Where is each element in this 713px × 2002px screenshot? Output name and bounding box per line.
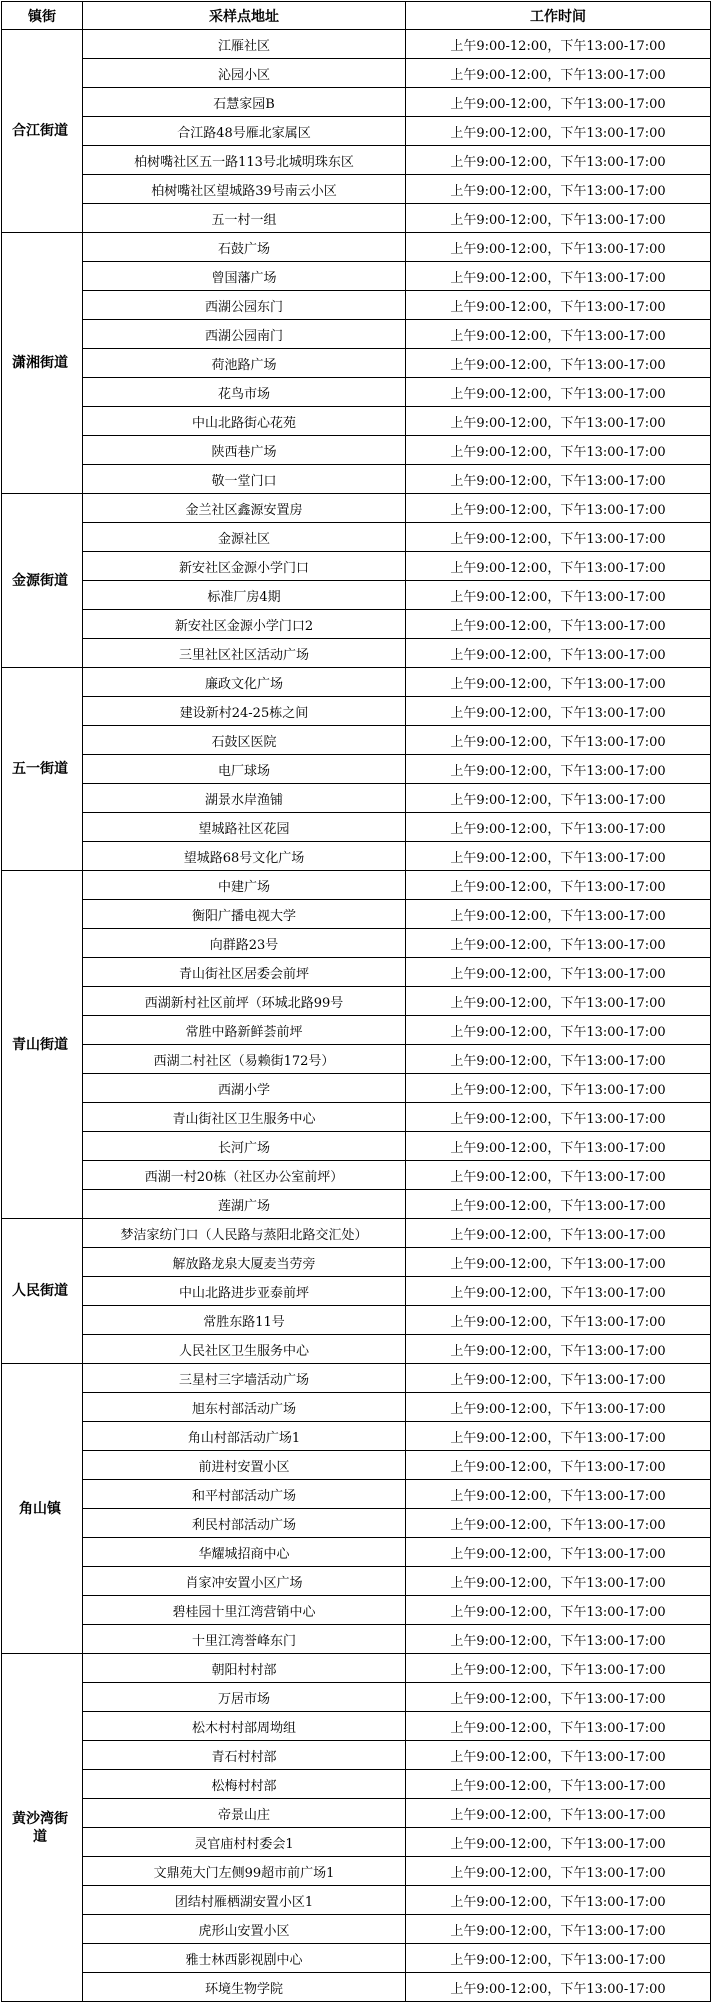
table-row [2, 1683, 711, 1712]
site-cell: 和平村部活动广场 [83, 1480, 406, 1509]
hours-cell: 上午9:00-12:00，下午13:00-17:00 [406, 1480, 711, 1509]
sampling-sites-table [1, 1, 711, 2002]
site-cell: 十里江湾誉峰东门 [83, 1625, 406, 1654]
table-row [2, 842, 711, 871]
hours-cell: 上午9:00-12:00，下午13:00-17:00 [406, 639, 711, 668]
site-cell: 荷池路广场 [83, 349, 406, 378]
table-row [2, 320, 711, 349]
header-town: 镇街 [2, 2, 83, 30]
hours-cell: 上午9:00-12:00，下午13:00-17:00 [406, 1451, 711, 1480]
hours-cell: 上午9:00-12:00，下午13:00-17:00 [406, 204, 711, 233]
hours-cell: 上午9:00-12:00，下午13:00-17:00 [406, 320, 711, 349]
hours-cell: 上午9:00-12:00，下午13:00-17:00 [406, 1306, 711, 1335]
site-cell: 帝景山庄 [83, 1799, 406, 1828]
site-cell: 朝阳村村部 [83, 1654, 406, 1683]
table-row [2, 1741, 711, 1770]
site-cell: 石鼓区医院 [83, 726, 406, 755]
hours-cell: 上午9:00-12:00，下午13:00-17:00 [406, 929, 711, 958]
hours-cell: 上午9:00-12:00，下午13:00-17:00 [406, 1161, 711, 1190]
hours-cell: 上午9:00-12:00，下午13:00-17:00 [406, 1973, 711, 2002]
table-row [2, 494, 711, 523]
table-row [2, 30, 711, 59]
table-row [2, 1538, 711, 1567]
hours-cell: 上午9:00-12:00，下午13:00-17:00 [406, 465, 711, 494]
site-cell: 五一村一组 [83, 204, 406, 233]
table-row [2, 581, 711, 610]
site-cell: 西湖一村20栋（社区办公室前坪） [83, 1161, 406, 1190]
hours-cell: 上午9:00-12:00，下午13:00-17:00 [406, 494, 711, 523]
table-row [2, 987, 711, 1016]
hours-cell: 上午9:00-12:00，下午13:00-17:00 [406, 784, 711, 813]
town-cell: 人民街道 [2, 1219, 83, 1364]
hours-cell: 上午9:00-12:00，下午13:00-17:00 [406, 1770, 711, 1799]
table-row [2, 1103, 711, 1132]
town-cell: 潇湘街道 [2, 233, 83, 494]
site-cell: 西湖公园东门 [83, 291, 406, 320]
hours-cell: 上午9:00-12:00，下午13:00-17:00 [406, 1132, 711, 1161]
site-cell: 向群路23号 [83, 929, 406, 958]
site-cell: 青山街社区卫生服务中心 [83, 1103, 406, 1132]
site-cell: 西湖小学 [83, 1074, 406, 1103]
site-cell: 西湖公园南门 [83, 320, 406, 349]
hours-cell: 上午9:00-12:00，下午13:00-17:00 [406, 1277, 711, 1306]
hours-cell: 上午9:00-12:00，下午13:00-17:00 [406, 1016, 711, 1045]
hours-cell: 上午9:00-12:00，下午13:00-17:00 [406, 726, 711, 755]
hours-cell: 上午9:00-12:00，下午13:00-17:00 [406, 1509, 711, 1538]
site-cell: 旭东村部活动广场 [83, 1393, 406, 1422]
hours-cell: 上午9:00-12:00，下午13:00-17:00 [406, 291, 711, 320]
table-row [2, 929, 711, 958]
hours-cell: 上午9:00-12:00，下午13:00-17:00 [406, 523, 711, 552]
table-row [2, 1451, 711, 1480]
site-cell: 西湖新村社区前坪（环城北路99号 [83, 987, 406, 1016]
table-row [2, 1016, 711, 1045]
table-row [2, 697, 711, 726]
site-cell: 合江路48号雁北家属区 [83, 117, 406, 146]
table-row [2, 1335, 711, 1364]
table-row [2, 1393, 711, 1422]
table-row [2, 146, 711, 175]
site-cell: 松木村村部周坳组 [83, 1712, 406, 1741]
site-cell: 华耀城招商中心 [83, 1538, 406, 1567]
hours-cell: 上午9:00-12:00，下午13:00-17:00 [406, 610, 711, 639]
table-row [2, 668, 711, 697]
hours-cell: 上午9:00-12:00，下午13:00-17:00 [406, 1915, 711, 1944]
hours-cell: 上午9:00-12:00，下午13:00-17:00 [406, 1190, 711, 1219]
header-site: 采样点地址 [83, 2, 406, 30]
table-row [2, 1944, 711, 1973]
hours-cell: 上午9:00-12:00，下午13:00-17:00 [406, 813, 711, 842]
site-cell: 湖景水岸渔铺 [83, 784, 406, 813]
table-row [2, 465, 711, 494]
site-cell: 中建广场 [83, 871, 406, 900]
table-row [2, 378, 711, 407]
site-cell: 敬一堂门口 [83, 465, 406, 494]
hours-cell: 上午9:00-12:00，下午13:00-17:00 [406, 1567, 711, 1596]
table-body [2, 30, 711, 2002]
site-cell: 常胜中路新鲜荟前坪 [83, 1016, 406, 1045]
hours-cell: 上午9:00-12:00，下午13:00-17:00 [406, 1857, 711, 1886]
hours-cell: 上午9:00-12:00，下午13:00-17:00 [406, 407, 711, 436]
hours-cell: 上午9:00-12:00，下午13:00-17:00 [406, 1799, 711, 1828]
hours-cell: 上午9:00-12:00，下午13:00-17:00 [406, 233, 711, 262]
hours-cell: 上午9:00-12:00，下午13:00-17:00 [406, 1364, 711, 1393]
table-row [2, 1277, 711, 1306]
table-row [2, 1770, 711, 1799]
site-cell: 长河广场 [83, 1132, 406, 1161]
hours-cell: 上午9:00-12:00，下午13:00-17:00 [406, 88, 711, 117]
hours-cell: 上午9:00-12:00，下午13:00-17:00 [406, 1219, 711, 1248]
table-row [2, 204, 711, 233]
site-cell: 中山北路街心花苑 [83, 407, 406, 436]
table-row [2, 262, 711, 291]
table-row [2, 755, 711, 784]
hours-cell: 上午9:00-12:00，下午13:00-17:00 [406, 59, 711, 88]
table-row [2, 1799, 711, 1828]
hours-cell: 上午9:00-12:00，下午13:00-17:00 [406, 1625, 711, 1654]
hours-cell: 上午9:00-12:00，下午13:00-17:00 [406, 146, 711, 175]
site-cell: 江雁社区 [83, 30, 406, 59]
table-row [2, 436, 711, 465]
table-row [2, 1219, 711, 1248]
site-cell: 新安社区金源小学门口2 [83, 610, 406, 639]
table-row [2, 552, 711, 581]
site-cell: 金兰社区鑫源安置房 [83, 494, 406, 523]
table-row [2, 639, 711, 668]
site-cell: 石慧家园B [83, 88, 406, 117]
table-row [2, 175, 711, 204]
hours-cell: 上午9:00-12:00，下午13:00-17:00 [406, 436, 711, 465]
hours-cell: 上午9:00-12:00，下午13:00-17:00 [406, 755, 711, 784]
site-cell: 花鸟市场 [83, 378, 406, 407]
table-row [2, 1625, 711, 1654]
table-row [2, 871, 711, 900]
site-cell: 常胜东路11号 [83, 1306, 406, 1335]
table-row [2, 291, 711, 320]
site-cell: 肖家冲安置小区广场 [83, 1567, 406, 1596]
town-cell: 五一街道 [2, 668, 83, 871]
site-cell: 解放路龙泉大厦麦当劳旁 [83, 1248, 406, 1277]
site-cell: 利民村部活动广场 [83, 1509, 406, 1538]
site-cell: 青山街社区居委会前坪 [83, 958, 406, 987]
site-cell: 中山北路进步亚泰前坪 [83, 1277, 406, 1306]
hours-cell: 上午9:00-12:00，下午13:00-17:00 [406, 1335, 711, 1364]
hours-cell: 上午9:00-12:00，下午13:00-17:00 [406, 30, 711, 59]
hours-cell: 上午9:00-12:00，下午13:00-17:00 [406, 1422, 711, 1451]
town-cell: 金源街道 [2, 494, 83, 668]
hours-cell: 上午9:00-12:00，下午13:00-17:00 [406, 987, 711, 1016]
site-cell: 西湖二村社区（易赖街172号） [83, 1045, 406, 1074]
table-row [2, 726, 711, 755]
site-cell: 莲湖广场 [83, 1190, 406, 1219]
table-row [2, 1045, 711, 1074]
site-cell: 石鼓广场 [83, 233, 406, 262]
table-row [2, 1509, 711, 1538]
hours-cell: 上午9:00-12:00，下午13:00-17:00 [406, 117, 711, 146]
table-row [2, 1567, 711, 1596]
site-cell: 沁园小区 [83, 59, 406, 88]
table-row [2, 1654, 711, 1683]
site-cell: 万居市场 [83, 1683, 406, 1712]
hours-cell: 上午9:00-12:00，下午13:00-17:00 [406, 349, 711, 378]
hours-cell: 上午9:00-12:00，下午13:00-17:00 [406, 1712, 711, 1741]
table-row [2, 349, 711, 378]
hours-cell: 上午9:00-12:00，下午13:00-17:00 [406, 1045, 711, 1074]
table-row [2, 1306, 711, 1335]
site-cell: 青石村村部 [83, 1741, 406, 1770]
site-cell: 文鼎苑大门左侧99超市前广场1 [83, 1857, 406, 1886]
table-row [2, 958, 711, 987]
hours-cell: 上午9:00-12:00，下午13:00-17:00 [406, 668, 711, 697]
hours-cell: 上午9:00-12:00，下午13:00-17:00 [406, 1074, 711, 1103]
table-row [2, 407, 711, 436]
site-cell: 虎形山安置小区 [83, 1915, 406, 1944]
hours-cell: 上午9:00-12:00，下午13:00-17:00 [406, 1538, 711, 1567]
hours-cell: 上午9:00-12:00，下午13:00-17:00 [406, 1103, 711, 1132]
site-cell: 望城路社区花园 [83, 813, 406, 842]
table-row [2, 1161, 711, 1190]
town-cell: 青山街道 [2, 871, 83, 1219]
site-cell: 前进村安置小区 [83, 1451, 406, 1480]
header-row [2, 2, 711, 30]
table-row [2, 1886, 711, 1915]
table-row [2, 1364, 711, 1393]
hours-cell: 上午9:00-12:00，下午13:00-17:00 [406, 581, 711, 610]
table-row [2, 233, 711, 262]
site-cell: 金源社区 [83, 523, 406, 552]
site-cell: 三里社区社区活动广场 [83, 639, 406, 668]
site-cell: 廉政文化广场 [83, 668, 406, 697]
hours-cell: 上午9:00-12:00，下午13:00-17:00 [406, 175, 711, 204]
table-row [2, 1074, 711, 1103]
table-row [2, 117, 711, 146]
site-cell: 陕西巷广场 [83, 436, 406, 465]
table-row [2, 813, 711, 842]
hours-cell: 上午9:00-12:00，下午13:00-17:00 [406, 1654, 711, 1683]
site-cell: 团结村雁栖湖安置小区1 [83, 1886, 406, 1915]
town-cell: 角山镇 [2, 1364, 83, 1654]
site-cell: 三星村三字墙活动广场 [83, 1364, 406, 1393]
town-cell: 合江街道 [2, 30, 83, 233]
table-row [2, 1915, 711, 1944]
table-row [2, 1422, 711, 1451]
site-cell: 柏树嘴社区五一路113号北城明珠东区 [83, 146, 406, 175]
table-row [2, 1132, 711, 1161]
site-cell: 灵官庙村村委会1 [83, 1828, 406, 1857]
table-row [2, 88, 711, 117]
hours-cell: 上午9:00-12:00，下午13:00-17:00 [406, 900, 711, 929]
table-row [2, 784, 711, 813]
town-cell: 黄沙湾街道 [2, 1654, 83, 2002]
hours-cell: 上午9:00-12:00，下午13:00-17:00 [406, 1393, 711, 1422]
hours-cell: 上午9:00-12:00，下午13:00-17:00 [406, 871, 711, 900]
hours-cell: 上午9:00-12:00，下午13:00-17:00 [406, 1596, 711, 1625]
hours-cell: 上午9:00-12:00，下午13:00-17:00 [406, 1944, 711, 1973]
site-cell: 人民社区卫生服务中心 [83, 1335, 406, 1364]
hours-cell: 上午9:00-12:00，下午13:00-17:00 [406, 1828, 711, 1857]
site-cell: 标准厂房4期 [83, 581, 406, 610]
site-cell: 松梅村村部 [83, 1770, 406, 1799]
site-cell: 角山村部活动广场1 [83, 1422, 406, 1451]
hours-cell: 上午9:00-12:00，下午13:00-17:00 [406, 1248, 711, 1277]
table-header [2, 2, 711, 30]
site-cell: 新安社区金源小学门口 [83, 552, 406, 581]
site-cell: 衡阳广播电视大学 [83, 900, 406, 929]
hours-cell: 上午9:00-12:00，下午13:00-17:00 [406, 552, 711, 581]
site-cell: 梦洁家纺门口（人民路与蒸阳北路交汇处） [83, 1219, 406, 1248]
table-row [2, 523, 711, 552]
table-row [2, 59, 711, 88]
hours-cell: 上午9:00-12:00，下午13:00-17:00 [406, 1683, 711, 1712]
site-cell: 电厂球场 [83, 755, 406, 784]
site-cell: 碧桂园十里江湾营销中心 [83, 1596, 406, 1625]
hours-cell: 上午9:00-12:00，下午13:00-17:00 [406, 958, 711, 987]
table-row [2, 900, 711, 929]
hours-cell: 上午9:00-12:00，下午13:00-17:00 [406, 1886, 711, 1915]
hours-cell: 上午9:00-12:00，下午13:00-17:00 [406, 697, 711, 726]
hours-cell: 上午9:00-12:00，下午13:00-17:00 [406, 262, 711, 291]
site-cell: 望城路68号文化广场 [83, 842, 406, 871]
table-row [2, 1828, 711, 1857]
site-cell: 雅士林西影视剧中心 [83, 1944, 406, 1973]
table-row [2, 1190, 711, 1219]
table-row [2, 1248, 711, 1277]
table-row [2, 1596, 711, 1625]
hours-cell: 上午9:00-12:00，下午13:00-17:00 [406, 842, 711, 871]
site-cell: 柏树嘴社区望城路39号南云小区 [83, 175, 406, 204]
table-row [2, 1480, 711, 1509]
table-row [2, 610, 711, 639]
hours-cell: 上午9:00-12:00，下午13:00-17:00 [406, 1741, 711, 1770]
hours-cell: 上午9:00-12:00，下午13:00-17:00 [406, 378, 711, 407]
site-cell: 曾国藩广场 [83, 262, 406, 291]
header-hours: 工作时间 [406, 2, 711, 30]
site-cell: 环境生物学院 [83, 1973, 406, 2002]
table-row [2, 1712, 711, 1741]
table-row [2, 1857, 711, 1886]
site-cell: 建设新村24-25栋之间 [83, 697, 406, 726]
table-row [2, 1973, 711, 2002]
